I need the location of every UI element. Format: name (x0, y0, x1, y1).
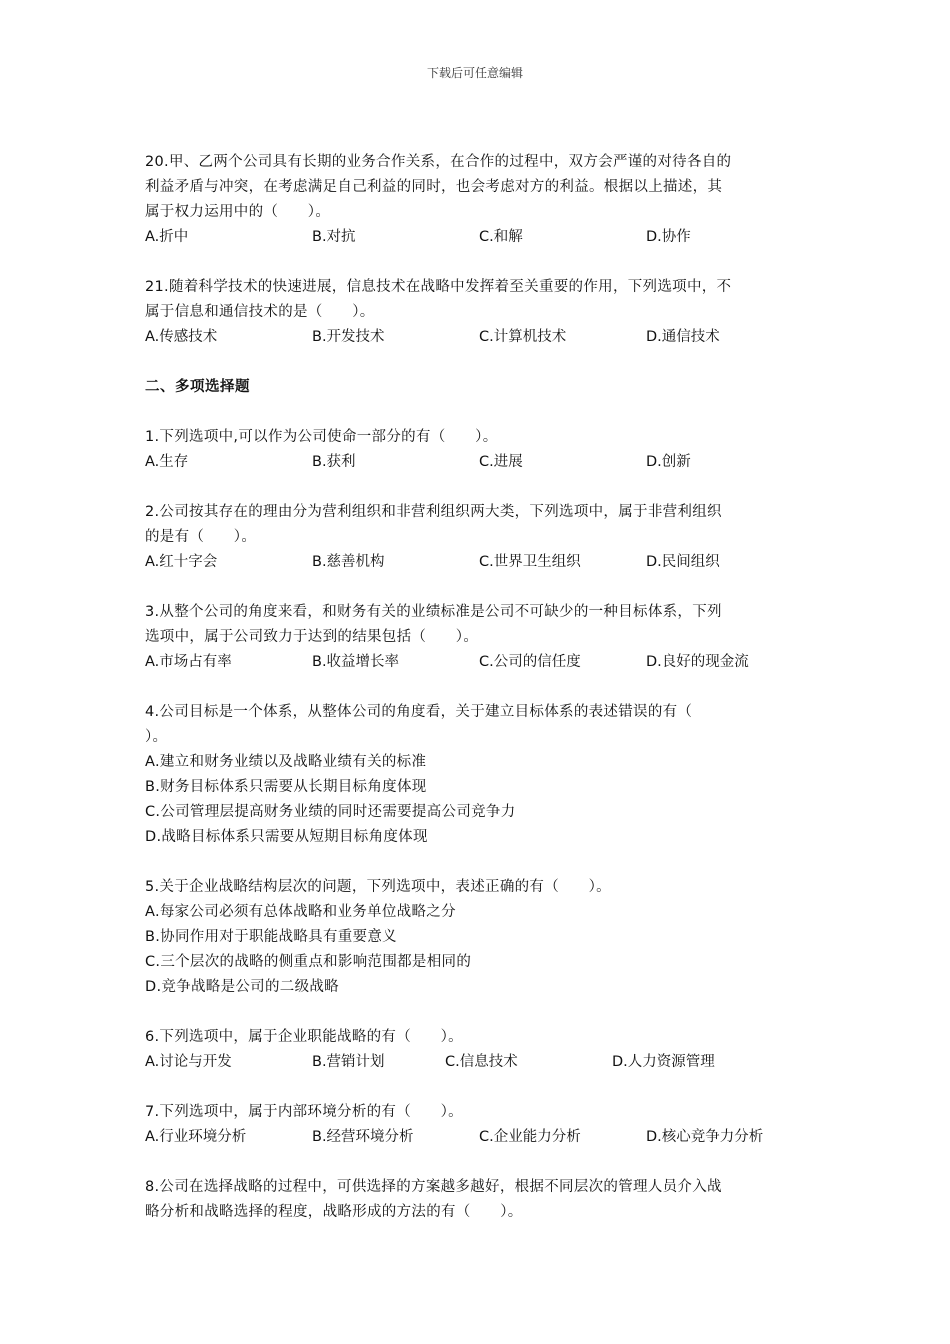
question-m8 (145, 1175, 810, 1225)
section-heading: 二、多项选择题 (145, 379, 250, 395)
option-c: C.企业能力分析 (479, 1129, 581, 1145)
question-text: 1.下列选项中,可以作为公司使命一部分的有（ ）。 (145, 429, 498, 445)
option-a: A.市场占有率 (145, 654, 232, 670)
option-c: C.信息技术 (445, 1054, 518, 1070)
option-b: B.营销计划 (312, 1054, 385, 1070)
question-text: 2.公司按其存在的理由分为营利组织和非营利组织两大类，下列选项中，属于非营利组织 (145, 504, 722, 520)
option-c: C.三个层次的战略的侧重点和影响范围都是相同的 (145, 954, 472, 970)
options-row (145, 1125, 810, 1150)
question-m3 (145, 600, 810, 675)
question-text: 6.下列选项中，属于企业职能战略的有（ ）。 (145, 1029, 463, 1045)
option-a: A.折中 (145, 229, 189, 245)
option-b: B.协同作用对于职能战略具有重要意义 (145, 929, 397, 945)
options-row (145, 325, 810, 350)
option-c: C.计算机技术 (479, 329, 567, 345)
option-d: D.战略目标体系只需要从短期目标角度体现 (145, 829, 428, 845)
option-d: D.协作 (646, 229, 691, 245)
option-b: B.经营环境分析 (312, 1129, 414, 1145)
option-d: D.良好的现金流 (646, 654, 749, 670)
question-m1 (145, 425, 810, 475)
question-text: 利益矛盾与冲突，在考虑满足自己利益的同时，也会考虑对方的利益。根据以上描述，其 (145, 179, 723, 195)
options-row (145, 450, 810, 475)
question-m6 (145, 1025, 810, 1075)
question-text: 属于权力运用中的（ ）。 (145, 204, 331, 220)
option-b: B.开发技术 (312, 329, 385, 345)
question-m4 (145, 700, 810, 850)
option-c: C.公司的信任度 (479, 654, 581, 670)
question-m7 (145, 1100, 810, 1150)
question-text: 20.甲、乙两个公司具有长期的业务合作关系，在合作的过程中，双方会严谨的对待各自的 (145, 154, 732, 170)
option-a: A.每家公司必须有总体战略和业务单位战略之分 (145, 904, 456, 920)
question-21 (145, 275, 810, 350)
option-d: D.创新 (646, 454, 691, 470)
question-20 (145, 150, 810, 250)
option-c: C.公司管理层提高财务业绩的同时还需要提高公司竞争力 (145, 804, 516, 820)
option-b: B.对抗 (312, 229, 356, 245)
option-b: B.获利 (312, 454, 356, 470)
option-d: D.人力资源管理 (612, 1054, 715, 1070)
document-body (145, 150, 810, 1250)
option-a: A.讨论与开发 (145, 1054, 232, 1070)
question-m2 (145, 500, 810, 575)
question-text: 略分析和战略选择的程度，战略形成的方法的有（ ）。 (145, 1204, 523, 1220)
page-header: 下载后可任意编辑 (426, 66, 523, 80)
option-b: B.慈善机构 (312, 554, 385, 570)
option-a: A.建立和财务业绩以及战略业绩有关的标准 (145, 754, 427, 770)
option-a: A.行业环境分析 (145, 1129, 247, 1145)
option-c: C.世界卫生组织 (479, 554, 581, 570)
options-row (145, 650, 810, 675)
question-text: 选项中，属于公司致力于达到的结果包括（ ）。 (145, 629, 479, 645)
option-b: B.财务目标体系只需要从长期目标角度体现 (145, 779, 427, 795)
question-text: 4.公司目标是一个体系，从整体公司的角度看，关于建立目标体系的表述错误的有（ (145, 704, 693, 720)
options-row (145, 1050, 810, 1075)
question-text: 的是有（ ）。 (145, 529, 257, 545)
question-text: 5.关于企业战略结构层次的问题，下列选项中，表述正确的有（ ）。 (145, 879, 611, 895)
option-a: A.红十字会 (145, 554, 218, 570)
option-a: A.生存 (145, 454, 189, 470)
option-d: D.核心竞争力分析 (646, 1129, 764, 1145)
option-c: C.进展 (479, 454, 523, 470)
question-text: 21.随着科学技术的快速进展，信息技术在战略中发挥着至关重要的作用，下列选项中，不 (145, 279, 732, 295)
option-c: C.和解 (479, 229, 523, 245)
question-text: 属于信息和通信技术的是（ ）。 (145, 304, 375, 320)
option-d: D.通信技术 (646, 329, 720, 345)
option-d: D.民间组织 (646, 554, 720, 570)
option-d: D.竞争战略是公司的二级战略 (145, 979, 339, 995)
question-text: 7.下列选项中，属于内部环境分析的有（ ）。 (145, 1104, 463, 1120)
options-row (145, 225, 810, 250)
question-m5 (145, 875, 810, 1000)
option-b: B.收益增长率 (312, 654, 400, 670)
question-text: 3.从整个公司的角度来看，和财务有关的业绩标准是公司不可缺少的一种目标体系，下列 (145, 604, 722, 620)
question-text: ）。 (145, 729, 168, 745)
question-text: 8.公司在选择战略的过程中，可供选择的方案越多越好，根据不同层次的管理人员介入战 (145, 1179, 722, 1195)
options-row (145, 550, 810, 575)
option-a: A.传感技术 (145, 329, 218, 345)
